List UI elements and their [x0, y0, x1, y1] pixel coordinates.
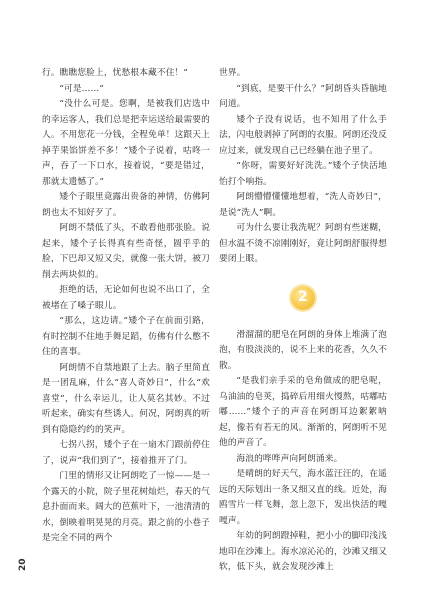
- paragraph: 阿朗懵懵懂懂地想着，“洗人奇妙日”，是说“洗人”啊。: [219, 192, 387, 218]
- paragraph: 可为什么要让我洗呢？阿朗有些迷糊，但水温不烫不凉刚刚好，竟让阿朗舒服得想要闭上眼。: [219, 223, 387, 264]
- paragraph: 年幼的阿朗蹬掉鞋，把小小的脚印浅浅地印在沙滩上。海水凉沁沁的，沙滩又细又软，低下头，就会发现沙滩上: [219, 531, 387, 572]
- paragraph: “你呀，需要好好洗洗。”矮个子快活地怡打个响指。: [219, 161, 387, 187]
- paragraph: 是晴朗的好天气，海水蓝汪汪的，在遥远的天际划出一条又细又直的线。近处，海鸥雪片一样飞舞，忽上忽下，发出快活的嘎嘎声。: [219, 469, 387, 526]
- paragraph: 阿朗情不自禁地跟了上去。脑子里简直是一团乱麻，什么“喜人奇妙日”，什么“欢喜堂”，什么幸运儿，让人莫名其妙。不过听起来，确实有些诱人。何况，阿朗真的听到有隐隐约约的笑声。: [42, 362, 210, 435]
- paragraph: 拒绝的话，无论如何也说不出口了，全被堵在了嗓子眼儿。: [42, 285, 210, 311]
- paragraph: 世界。: [219, 68, 246, 78]
- left-column: [42, 66, 210, 547]
- paragraph: 阿朗不禁低了头，不敢看他那张脸。说起来，矮个子长得真有些奇怪，圆乎乎的脸，下巴却又短又尖，就像一张大饼，被刀削去两块似的。: [42, 223, 210, 280]
- paragraph: 行。瞧瞧您脸上，忧愁根本藏不住！”: [42, 68, 188, 78]
- paragraph: 海浪的哗哗声向阿朗涌来。: [236, 453, 343, 464]
- paragraph: “是我们亲手采的皂角做成的肥皂呢，乌油油的皂荚，捣碎后用细火慢熬，咕嘟咕嘟……”矮个子的声音在阿朗耳边絮絮呐起，像若有若无的风。渐渐的，阿朗听不见他的声音了。: [219, 376, 387, 448]
- paragraph: 七拐八拐，矮个子在一扇木门跟前停住了，说声“我们到了”，接着推开了门。: [42, 440, 210, 466]
- paragraph: 滑溜溜的肥皂在阿朗的身体上堆满了泡泡，有股淡淡的，说不上来的花香，久久不散。: [219, 329, 387, 371]
- paragraph: 门里的情形又让阿朗吃了一惊——是一个露天的小院，院子里花树灿烂，春天的气息扑面而来。阔大的芭蕉叶下，一池清清的水，倒映着明晃晃的月亮。跟之前的小巷子是完全不同的两个: [42, 471, 210, 543]
- paragraph: 矮个子眼里竟露出贵备的神情，仿佛阿朗也太不知好歹了。: [42, 192, 210, 218]
- page-number: 20: [18, 558, 28, 571]
- right-column: [219, 66, 387, 576]
- paragraph: “可是……”: [59, 83, 104, 94]
- paragraph: “那么，这边请。”矮个子在前面引路，有时控制不住地手舞足蹈，仿佛有什么憋不住的喜事。: [42, 316, 210, 357]
- paragraph: 矮个子没有说话，也不知用了什么手法，闪电般剥掉了阿朗的衣服。阿朗还没反应过来，就发现自己已经躺在池子里了。: [219, 114, 387, 156]
- chapter-number-badge: 2: [291, 286, 315, 310]
- paragraph: “没什么可是。您啊，是被我们店选中的幸运客人，我们总是把幸运送给最需要的人。不用您花一分钱，全程免单！这跟天上掉芋果馅饼差不多！”矮个子说着，咕咚一声，吞了一下口水，接着说，“要是错过，那就太遗憾了。”: [42, 99, 210, 187]
- chapter-divider: [219, 268, 387, 328]
- paragraph: “到底，是要干什么？”阿朗昏头昏脑地问道。: [219, 83, 387, 109]
